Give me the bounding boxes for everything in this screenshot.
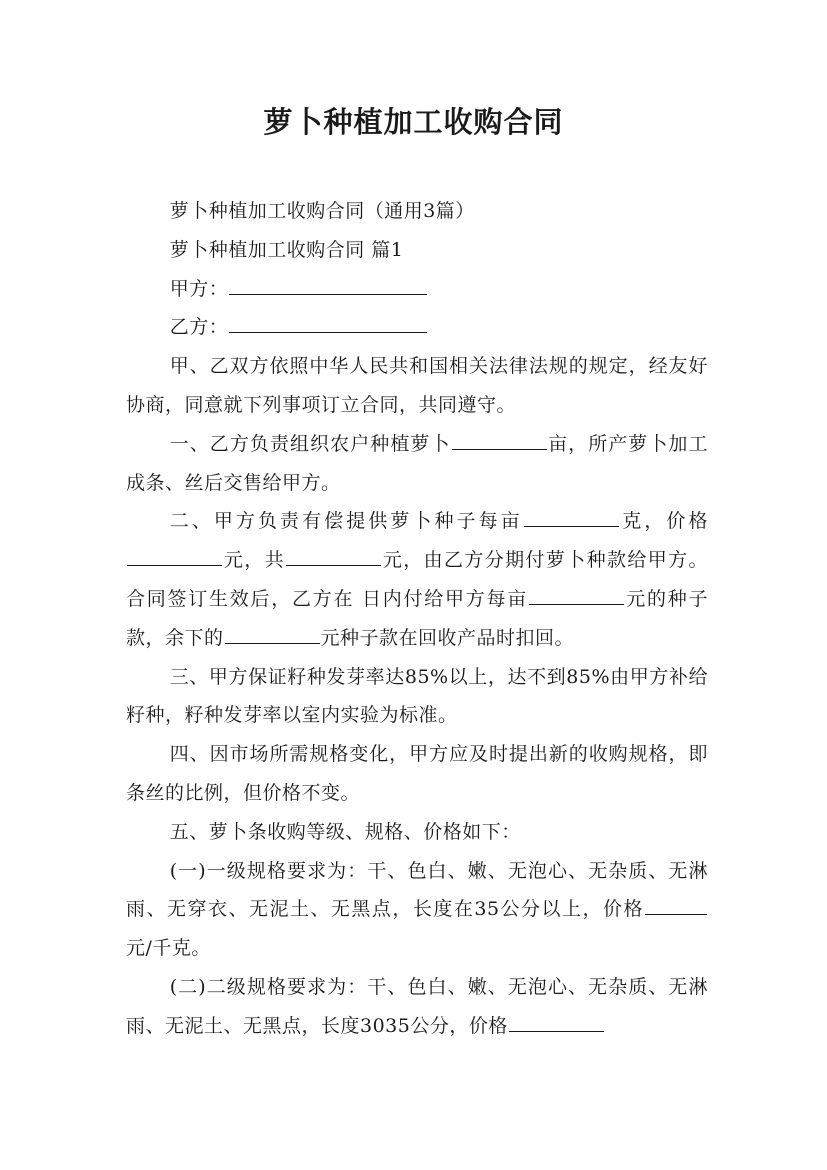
document-title: 萝卜种植加工收购合同 (263, 105, 564, 139)
grade-1-price-blank (645, 892, 707, 915)
clause-5: 五、萝卜条收购等级、规格、价格如下： (169, 820, 521, 843)
party-a-blank (229, 272, 427, 295)
clause-4: 四、因市场所需规格变化，甲方应及时提出新的收购规格，即条丝的比例，但价格不变。 (126, 743, 708, 804)
document-body (126, 192, 708, 1046)
clause-2 (126, 502, 708, 657)
clause-2-text-a: 二、甲方负责有偿提供萝卜种子每亩 (169, 510, 523, 533)
grade-2-text-a: (二)二级规格要求为：干、色白、嫩、无泡心、无杂质、无淋雨、无泥土、无黑点，长度3035公分，价格 (126, 975, 708, 1037)
clause-1-text-a: 一、乙方负责组织农户种植萝卜 (169, 432, 451, 455)
grade-1-text-b: 元/千克。 (126, 937, 211, 960)
per-acre-payment-blank (529, 582, 624, 605)
document-subtitle: 萝卜种植加工收购合同（通用3篇） (169, 200, 475, 222)
clause-1-text-b: 亩，所产萝卜加工成条、丝后交售给甲方。 (126, 432, 708, 494)
grade-1-text-a: (一)一级规格要求为：干、色白、嫩、无泡心、无杂质、无淋雨、无穿衣、无泥土、无黑点，长度在35公分以上，价格 (126, 859, 708, 921)
grade-2-price-blank (509, 1009, 604, 1032)
clause-1 (126, 425, 708, 503)
seed-price-blank (127, 543, 222, 566)
party-b-label: 乙方： (169, 316, 229, 339)
clause-2-text-b: 克，价格 (619, 510, 708, 533)
clause-2-text-e: 元的种子款，余下的 (126, 587, 708, 649)
seed-grams-blank (524, 504, 619, 527)
party-b-blank (229, 310, 427, 333)
clause-2-text-f: 元种子款在回收产品时扣回。 (320, 626, 575, 649)
section-heading: 萝卜种植加工收购合同 篇1 (169, 238, 404, 261)
acreage-blank (452, 427, 547, 450)
intro-paragraph: 甲、乙双方依照中华人民共和国相关法律法规的规定，经友好协商，同意就下列事项订立合同，共同遵守。 (126, 355, 708, 416)
remaining-payment-blank (225, 621, 320, 644)
party-a-label: 甲方： (169, 277, 229, 300)
clause-3: 三、甲方保证籽种发芽率达85%以上，达不到85%由甲方补给籽种，籽种发芽率以室内实验为标准。 (126, 665, 708, 727)
clause-2-text-d: 元，由乙方分期付萝卜种款给甲方。合同签订生效后，乙方在 日内付给甲方每亩 (126, 549, 708, 610)
grade-1 (126, 852, 708, 968)
clause-2-text-c: 元，共 (223, 549, 285, 572)
grade-2 (126, 968, 708, 1046)
party-a-line (126, 270, 708, 309)
party-b-line (126, 308, 708, 347)
seed-total-blank (286, 543, 381, 566)
